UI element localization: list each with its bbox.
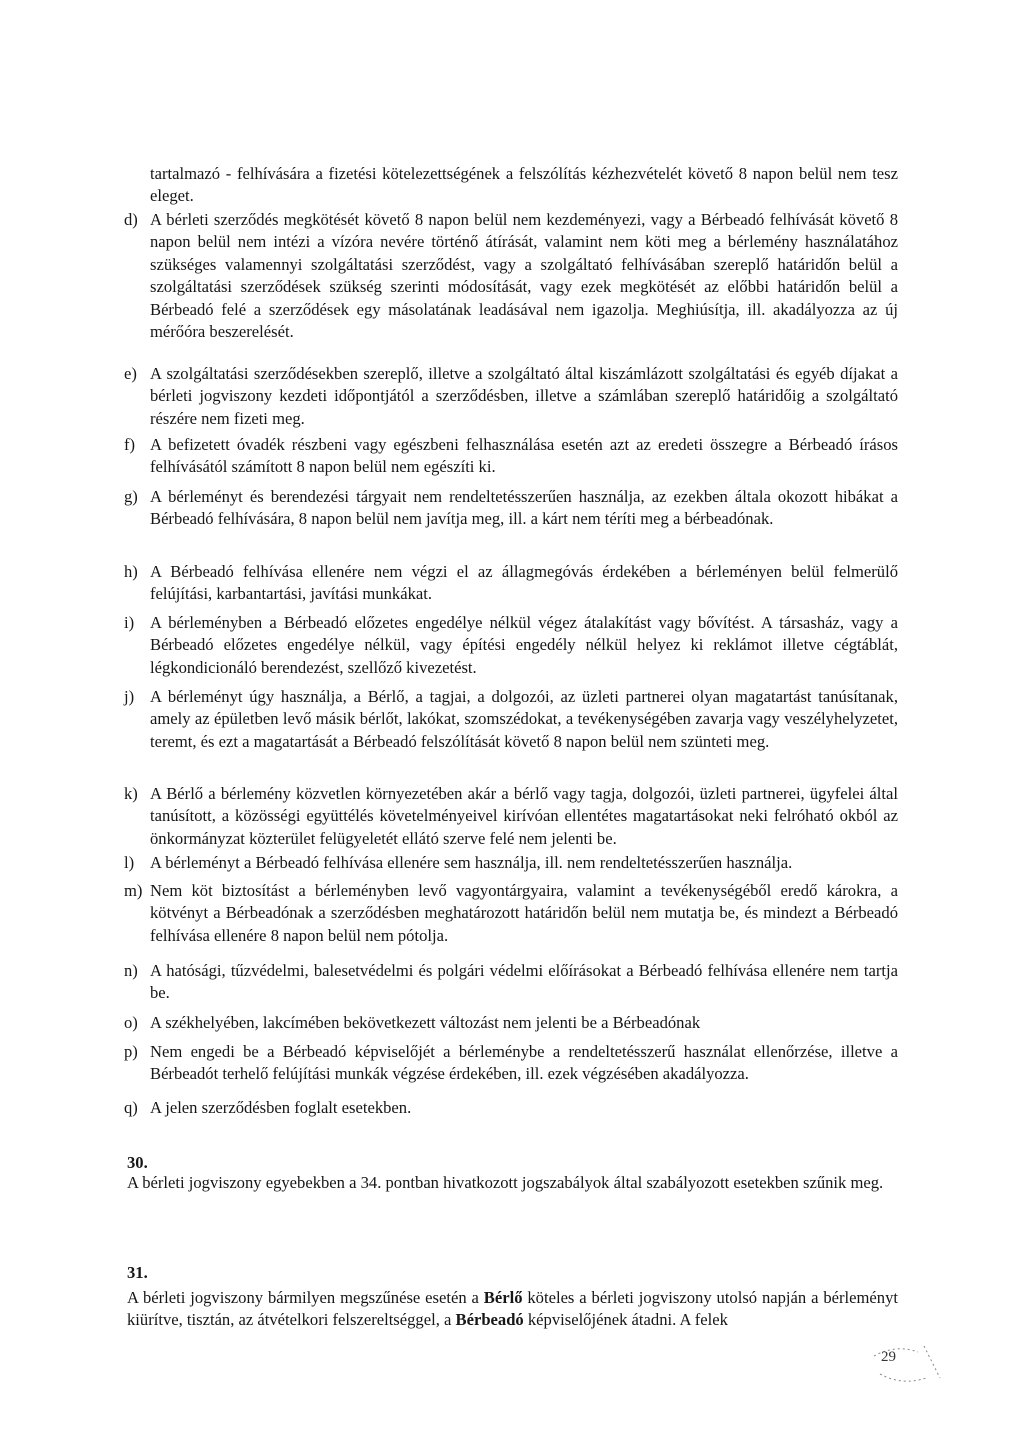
- item-j: [124, 686, 898, 753]
- section-30-text: A bérleti jogviszony egyebekben a 34. pontban hivatkozott jogszabályok által szabályozott esetekben szűnik meg.: [127, 1173, 884, 1192]
- item-i: [124, 612, 898, 679]
- item-label: n): [124, 961, 138, 980]
- item-text: Nem engedi be a Bérbeadó képviselőjét a bérleménybe a rendeltetésszerű használat ellenőrzése, illetve a Bérbeadót terhelő felújítási munkák végzése érdekében, ill. ezek végzésében akadályozza.: [150, 1042, 898, 1084]
- item-f: [124, 434, 898, 479]
- item-text: A Bérbeadó felhívása ellenére nem végzi el az állagmegóvás érdekében a bérleményen belül felmerülő felújítási, karbantartási, javítási munkákat.: [150, 562, 898, 604]
- item-n: [124, 960, 898, 1005]
- item-text: A bérleményt úgy használja, a Bérlő, a tagjai, a dolgozói, az üzleti partnerei olyan magatartást tanúsítanak, amely az épületben levő másik bérlőt, lakókat, szomszédokat, a tevékenységében zavarja vagy veszélyhelyzetet, teremt, és ezt a magatartását a Bérbeadó felszólítását követő 8 napon belül nem szünteti meg.: [150, 687, 898, 751]
- item-label: l): [124, 853, 135, 872]
- item-text: A bérleti szerződés megkötését követő 8 napon belül nem kezdeményezi, vagy a Bérbeadó felhívását követő 8 napon belül nem intézi a vízóra nevére történő átírását, valamint nem köti meg a bérlemény használatához szükséges valamennyi szolgáltatási szerződést, vagy a szolgáltató felhívásában szereplő határidőn belül a szolgáltatási szerződések szükség szerinti módosítását, vagy ezek megkötését az előbbi határidőn belül a Bérbeadó felé a szerződések egy másolatának leadásával nem igazolja. Meghiúsítja, ill. akadályozza az új mérőóra beszerelését.: [150, 210, 898, 342]
- item-m: [124, 880, 898, 947]
- item-text: A bérleményt és berendezési tárgyait nem rendeltetésszerűen használja, az ezekben általa okozott hibákat a Bérbeadó felhívására, 8 napon belül nem javítja meg, ill. a kárt nem téríti meg a bérbeadónak.: [150, 487, 898, 529]
- item-label: d): [124, 210, 138, 229]
- item-label: m): [124, 881, 143, 900]
- item-k: [124, 783, 898, 850]
- page-number-scribble-mark: [866, 1334, 946, 1394]
- item-d: [124, 209, 898, 343]
- section-31-bold-berlo: Bérlő: [483, 1288, 523, 1307]
- continuation-paragraph: tartalmazó - felhívására a fizetési kötelezettségének a felszólítás kézhezvételét követő 8 napon belül nem tesz eleget.: [150, 164, 898, 206]
- item-q: [124, 1097, 898, 1119]
- item-o: [124, 1012, 898, 1034]
- item-e: [124, 363, 898, 430]
- item-text: A jelen szerződésben foglalt esetekben.: [150, 1098, 412, 1118]
- section-31-text: [127, 1287, 898, 1332]
- item-text: A befizetett óvadék részbeni vagy egészbeni felhasználása esetén azt az eredeti összegre a Bérbeadó írásos felhívásától számított 8 napon belül nem egészíti ki.: [150, 435, 898, 477]
- section-31-bold-berbeado: Bérbeadó: [455, 1310, 524, 1330]
- item-g: [124, 486, 898, 531]
- item-p: [124, 1041, 898, 1086]
- page-number: 29: [881, 1349, 896, 1365]
- item-text: A Bérlő a bérlemény közvetlen környezetében akár a bérlő vagy tagja, dolgozói, üzleti partnerei, ügyfelei által tanúsított, a közösségi együttélés követelményeivel kirívóan ellentétes magatartásokat neki felróható okból az önkormányzat közterület felügyeletét ellátó szerve felé nem jelenti be.: [150, 784, 898, 848]
- item-label: q): [124, 1098, 138, 1117]
- section-31-number: 31.: [127, 1263, 148, 1282]
- item-text: A szolgáltatási szerződésekben szereplő, illetve a szolgáltató által kiszámlázott szolgáltatási és egyéb díjakat a bérleti jogviszony kezdeti időpontjától a szerződésben, illetve a számlában szereplő határidőig a szolgáltató részére nem fizeti meg.: [150, 364, 898, 428]
- section-31-text-pre: A bérleti jogviszony bármilyen megszűnése esetén a: [127, 1288, 484, 1307]
- item-label: k): [124, 784, 138, 803]
- item-label: f): [124, 435, 136, 454]
- item-text: A bérleményt a Bérbeadó felhívása ellenére sem használja, ill. nem rendeltetésszerűen használja.: [150, 853, 793, 873]
- item-label: e): [124, 364, 137, 383]
- item-label: o): [124, 1013, 138, 1032]
- item-label: p): [124, 1042, 138, 1061]
- item-h: [124, 561, 898, 606]
- item-text: A bérleményben a Bérbeadó előzetes engedélye nélkül végez átalakítást vagy bővítést. A társasház, vagy a Bérbeadó előzetes engedélye nélkül, vagy építési engedély nélkül helyez ki reklámot illetve cégtáblát, légkondicionáló berendezést, szellőző kivezetést.: [150, 613, 898, 677]
- item-text: Nem köt biztosítást a bérleményben levő vagyontárgyaira, valamint a tevékenységéből eredő károkra, a kötvényt a Bérbeadónak a szerződésben meghatározott határidőn belül nem mutatja be, és mindezt a Bérbeadó felhívása ellenére 8 napon belül nem pótolja.: [150, 881, 898, 945]
- item-text: A hatósági, tűzvédelmi, balesetvédelmi és polgári védelmi előírásokat a Bérbeadó felhívása ellenére nem tartja be.: [150, 961, 898, 1003]
- section-31-text-mid: köteles a bérleti jogviszony utolsó napján a bérleményt kiürítve, tisztán, az átvételkori felszereltséggel, a: [127, 1288, 898, 1330]
- item-label: h): [124, 562, 138, 581]
- section-30-number: 30.: [127, 1153, 148, 1172]
- section-31-text-post: képviselőjének átadni. A felek: [523, 1310, 728, 1330]
- item-text: A székhelyében, lakcímében bekövetkezett változást nem jelenti be a Bérbeadónak: [150, 1013, 701, 1033]
- item-l: [124, 852, 898, 874]
- item-label: j): [124, 687, 135, 706]
- item-label: g): [124, 487, 138, 506]
- item-label: i): [124, 613, 135, 632]
